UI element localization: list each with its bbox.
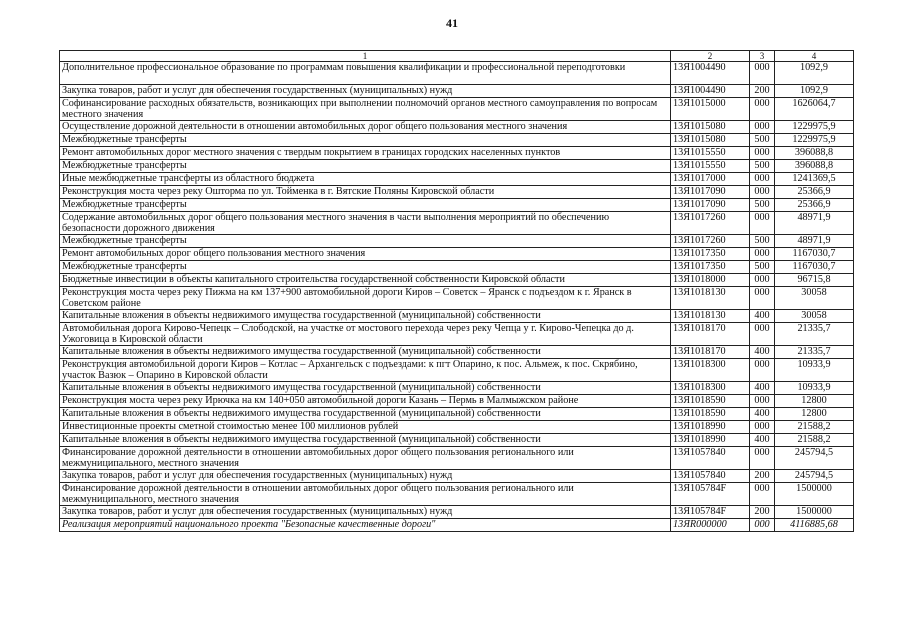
row-type-cell: 500	[750, 235, 775, 248]
table-row	[60, 434, 854, 447]
row-sum-cell: 48971,9	[775, 235, 854, 248]
row-sum-cell: 1500000	[775, 506, 854, 519]
table-header-row	[60, 51, 854, 62]
table-row	[60, 483, 854, 506]
table-row	[60, 395, 854, 408]
row-name-cell: Межбюджетные трансферты	[60, 199, 671, 212]
row-code-cell: 13Я1018130	[671, 310, 750, 323]
row-type-cell: 000	[750, 447, 775, 470]
row-type-cell: 000	[750, 287, 775, 310]
row-type-cell: 000	[750, 147, 775, 160]
row-sum-cell: 12800	[775, 408, 854, 421]
page-number: 41	[446, 16, 458, 30]
row-type-cell: 500	[750, 199, 775, 212]
row-code-cell: 13Я1018990	[671, 421, 750, 434]
table-row	[60, 147, 854, 160]
row-type-cell: 000	[750, 248, 775, 261]
table-row	[60, 323, 854, 346]
row-type-cell: 000	[750, 186, 775, 199]
row-sum-cell: 245794,5	[775, 470, 854, 483]
row-sum-cell: 10933,9	[775, 382, 854, 395]
table-row	[60, 235, 854, 248]
column-header-name: 1	[60, 51, 671, 62]
row-code-cell: 13Я1017090	[671, 199, 750, 212]
row-name-cell: Содержание автомобильных дорог общего пользования местного значения в части выполнения мероприятий по обеспечению безопасности дорожного движения	[60, 212, 671, 235]
row-name-cell: Бюджетные инвестиции в объекты капитального строительства государственной собственности Кировской области	[60, 274, 671, 287]
table-row	[60, 421, 854, 434]
row-name-cell: Капитальные вложения в объекты недвижимого имущества государственной (муниципальной) собственности	[60, 310, 671, 323]
row-code-cell: 13Я1015550	[671, 160, 750, 173]
row-code-cell: 13Я1018990	[671, 434, 750, 447]
row-type-cell: 400	[750, 346, 775, 359]
row-sum-cell: 245794,5	[775, 447, 854, 470]
row-name-cell: Реконструкция автомобильной дороги Киров – Котлас – Архангельск с подъездами: к пгт Опарино, к пос. Альмеж, к пос. Скрябино, участок Вазюк – Опарино в Кировской области	[60, 359, 671, 382]
row-name-cell: Капитальные вложения в объекты недвижимого имущества государственной (муниципальной) собственности	[60, 408, 671, 421]
row-type-cell: 000	[750, 519, 775, 532]
row-type-cell: 200	[750, 506, 775, 519]
budget-table	[59, 50, 854, 532]
row-name-cell: Финансирование дорожной деятельности в отношении автомобильных дорог общего пользования регионального или межмуниципального, местного значения	[60, 483, 671, 506]
row-code-cell: 13Я1015000	[671, 98, 750, 121]
row-code-cell: 13Я105784F	[671, 483, 750, 506]
table-row	[60, 199, 854, 212]
row-sum-cell: 1092,9	[775, 62, 854, 85]
row-sum-cell: 21335,7	[775, 323, 854, 346]
table-row	[60, 98, 854, 121]
row-code-cell: 13Я1017260	[671, 212, 750, 235]
row-name-cell: Реконструкция моста через реку Ошторма по ул. Тойменка в г. Вятские Поляны Кировской области	[60, 186, 671, 199]
table-row	[60, 359, 854, 382]
row-name-cell: Межбюджетные трансферты	[60, 160, 671, 173]
row-sum-cell: 1241369,5	[775, 173, 854, 186]
row-code-cell: 13Я1015080	[671, 134, 750, 147]
table-row	[60, 447, 854, 470]
row-name-cell: Ремонт автомобильных дорог общего пользования местного значения	[60, 248, 671, 261]
row-name-cell: Дополнительное профессиональное образование по программам повышения квалификации и профессиональной переподготовки	[60, 62, 671, 85]
table-row	[60, 506, 854, 519]
column-header-code: 2	[671, 51, 750, 62]
row-sum-cell: 1167030,7	[775, 248, 854, 261]
row-sum-cell: 48971,9	[775, 212, 854, 235]
table-row	[60, 261, 854, 274]
row-name-cell: Ремонт автомобильных дорог местного значения с твердым покрытием в границах городских населенных пунктов	[60, 147, 671, 160]
row-name-cell: Межбюджетные трансферты	[60, 261, 671, 274]
row-name-cell: Закупка товаров, работ и услуг для обеспечения государственных (муниципальных) нужд	[60, 470, 671, 483]
row-type-cell: 000	[750, 173, 775, 186]
row-code-cell: 13ЯR000000	[671, 519, 750, 532]
row-name-cell: Осуществление дорожной деятельности в отношении автомобильных дорог общего пользования местного значения	[60, 121, 671, 134]
row-type-cell: 000	[750, 98, 775, 121]
row-code-cell: 13Я1018590	[671, 395, 750, 408]
row-code-cell: 13Я1018170	[671, 346, 750, 359]
row-sum-cell: 1167030,7	[775, 261, 854, 274]
table-body	[60, 62, 854, 532]
table-row	[60, 173, 854, 186]
table-row	[60, 186, 854, 199]
row-sum-cell: 25366,9	[775, 199, 854, 212]
row-code-cell: 13Я1017000	[671, 173, 750, 186]
row-name-cell: Капитальные вложения в объекты недвижимого имущества государственной (муниципальной) собственности	[60, 382, 671, 395]
row-name-cell: Реконструкция моста через реку Пижма на км 137+900 автомобильной дороги Киров – Советск – Яранск с подъездом к г. Яранск в Советском районе	[60, 287, 671, 310]
row-sum-cell: 1229975,9	[775, 121, 854, 134]
row-sum-cell: 12800	[775, 395, 854, 408]
row-sum-cell: 396088,8	[775, 160, 854, 173]
table-row	[60, 519, 854, 532]
table-row	[60, 134, 854, 147]
row-type-cell: 000	[750, 483, 775, 506]
row-type-cell: 500	[750, 160, 775, 173]
table-row	[60, 408, 854, 421]
row-code-cell: 13Я1057840	[671, 447, 750, 470]
row-type-cell: 000	[750, 421, 775, 434]
row-code-cell: 13Я1018300	[671, 382, 750, 395]
row-name-cell: Межбюджетные трансферты	[60, 134, 671, 147]
table-row	[60, 160, 854, 173]
row-code-cell: 13Я1017260	[671, 235, 750, 248]
table-row	[60, 346, 854, 359]
row-sum-cell: 1626064,7	[775, 98, 854, 121]
row-name-cell: Межбюджетные трансферты	[60, 235, 671, 248]
row-code-cell: 13Я1057840	[671, 470, 750, 483]
row-name-cell: Автомобильная дорога Кирово-Чепецк – Слободской, на участке от мостового перехода через реку Чепца у г. Кирово-Чепецка до д. Ужоговица в Кировской области	[60, 323, 671, 346]
row-type-cell: 200	[750, 470, 775, 483]
row-name-cell: Инвестиционные проекты сметной стоимостью менее 100 миллионов рублей	[60, 421, 671, 434]
row-code-cell: 13Я1018170	[671, 323, 750, 346]
row-code-cell: 13Я1018300	[671, 359, 750, 382]
row-sum-cell: 21335,7	[775, 346, 854, 359]
row-type-cell: 400	[750, 408, 775, 421]
row-code-cell: 13Я1018000	[671, 274, 750, 287]
row-sum-cell: 96715,8	[775, 274, 854, 287]
row-name-cell: Капитальные вложения в объекты недвижимого имущества государственной (муниципальной) собственности	[60, 346, 671, 359]
column-header-sum: 4	[775, 51, 854, 62]
row-type-cell: 400	[750, 382, 775, 395]
row-type-cell: 000	[750, 395, 775, 408]
row-sum-cell: 1500000	[775, 483, 854, 506]
row-sum-cell: 25366,9	[775, 186, 854, 199]
table-row	[60, 287, 854, 310]
row-sum-cell: 396088,8	[775, 147, 854, 160]
table-row	[60, 470, 854, 483]
row-name-cell: Капитальные вложения в объекты недвижимого имущества государственной (муниципальной) собственности	[60, 434, 671, 447]
table-row	[60, 85, 854, 98]
row-code-cell: 13Я1015550	[671, 147, 750, 160]
row-sum-cell: 1229975,9	[775, 134, 854, 147]
row-sum-cell: 21588,2	[775, 434, 854, 447]
row-code-cell: 13Я1017350	[671, 261, 750, 274]
row-code-cell: 13Я1004490	[671, 85, 750, 98]
row-name-cell: Иные межбюджетные трансферты из областного бюджета	[60, 173, 671, 186]
row-code-cell: 13Я105784F	[671, 506, 750, 519]
row-type-cell: 500	[750, 261, 775, 274]
row-type-cell: 000	[750, 121, 775, 134]
row-name-cell: Софинансирование расходных обязательств, возникающих при выполнении полномочий органов местного самоуправления по вопросам местного значения	[60, 98, 671, 121]
row-type-cell: 400	[750, 434, 775, 447]
row-type-cell: 000	[750, 359, 775, 382]
row-name-cell: Закупка товаров, работ и услуг для обеспечения государственных (муниципальных) нужд	[60, 85, 671, 98]
row-type-cell: 400	[750, 310, 775, 323]
table-row	[60, 310, 854, 323]
table-row	[60, 212, 854, 235]
table-row	[60, 274, 854, 287]
row-type-cell: 000	[750, 62, 775, 85]
row-name-cell: Реализация мероприятий национального проекта "Безопасные качественные дороги"	[60, 519, 671, 532]
row-sum-cell: 30058	[775, 310, 854, 323]
table-row	[60, 62, 854, 85]
row-name-cell: Реконструкция моста через реку Ирючка на км 140+050 автомобильной дороги Казань – Пермь в Малмыжском районе	[60, 395, 671, 408]
row-code-cell: 13Я1018130	[671, 287, 750, 310]
row-sum-cell: 30058	[775, 287, 854, 310]
row-type-cell: 200	[750, 85, 775, 98]
row-sum-cell: 4116885,68	[775, 519, 854, 532]
row-type-cell: 000	[750, 274, 775, 287]
row-type-cell: 500	[750, 134, 775, 147]
row-code-cell: 13Я1017090	[671, 186, 750, 199]
row-name-cell: Финансирование дорожной деятельности в отношении автомобильных дорог общего пользования регионального или межмуниципального, местного значения	[60, 447, 671, 470]
row-name-cell: Закупка товаров, работ и услуг для обеспечения государственных (муниципальных) нужд	[60, 506, 671, 519]
row-sum-cell: 10933,9	[775, 359, 854, 382]
row-code-cell: 13Я1018590	[671, 408, 750, 421]
row-sum-cell: 21588,2	[775, 421, 854, 434]
row-type-cell: 000	[750, 212, 775, 235]
table-row	[60, 248, 854, 261]
row-code-cell: 13Я1017350	[671, 248, 750, 261]
table-row	[60, 382, 854, 395]
row-sum-cell: 1092,9	[775, 85, 854, 98]
column-header-type: 3	[750, 51, 775, 62]
row-code-cell: 13Я1015080	[671, 121, 750, 134]
row-code-cell: 13Я1004490	[671, 62, 750, 85]
table-row	[60, 121, 854, 134]
row-type-cell: 000	[750, 323, 775, 346]
